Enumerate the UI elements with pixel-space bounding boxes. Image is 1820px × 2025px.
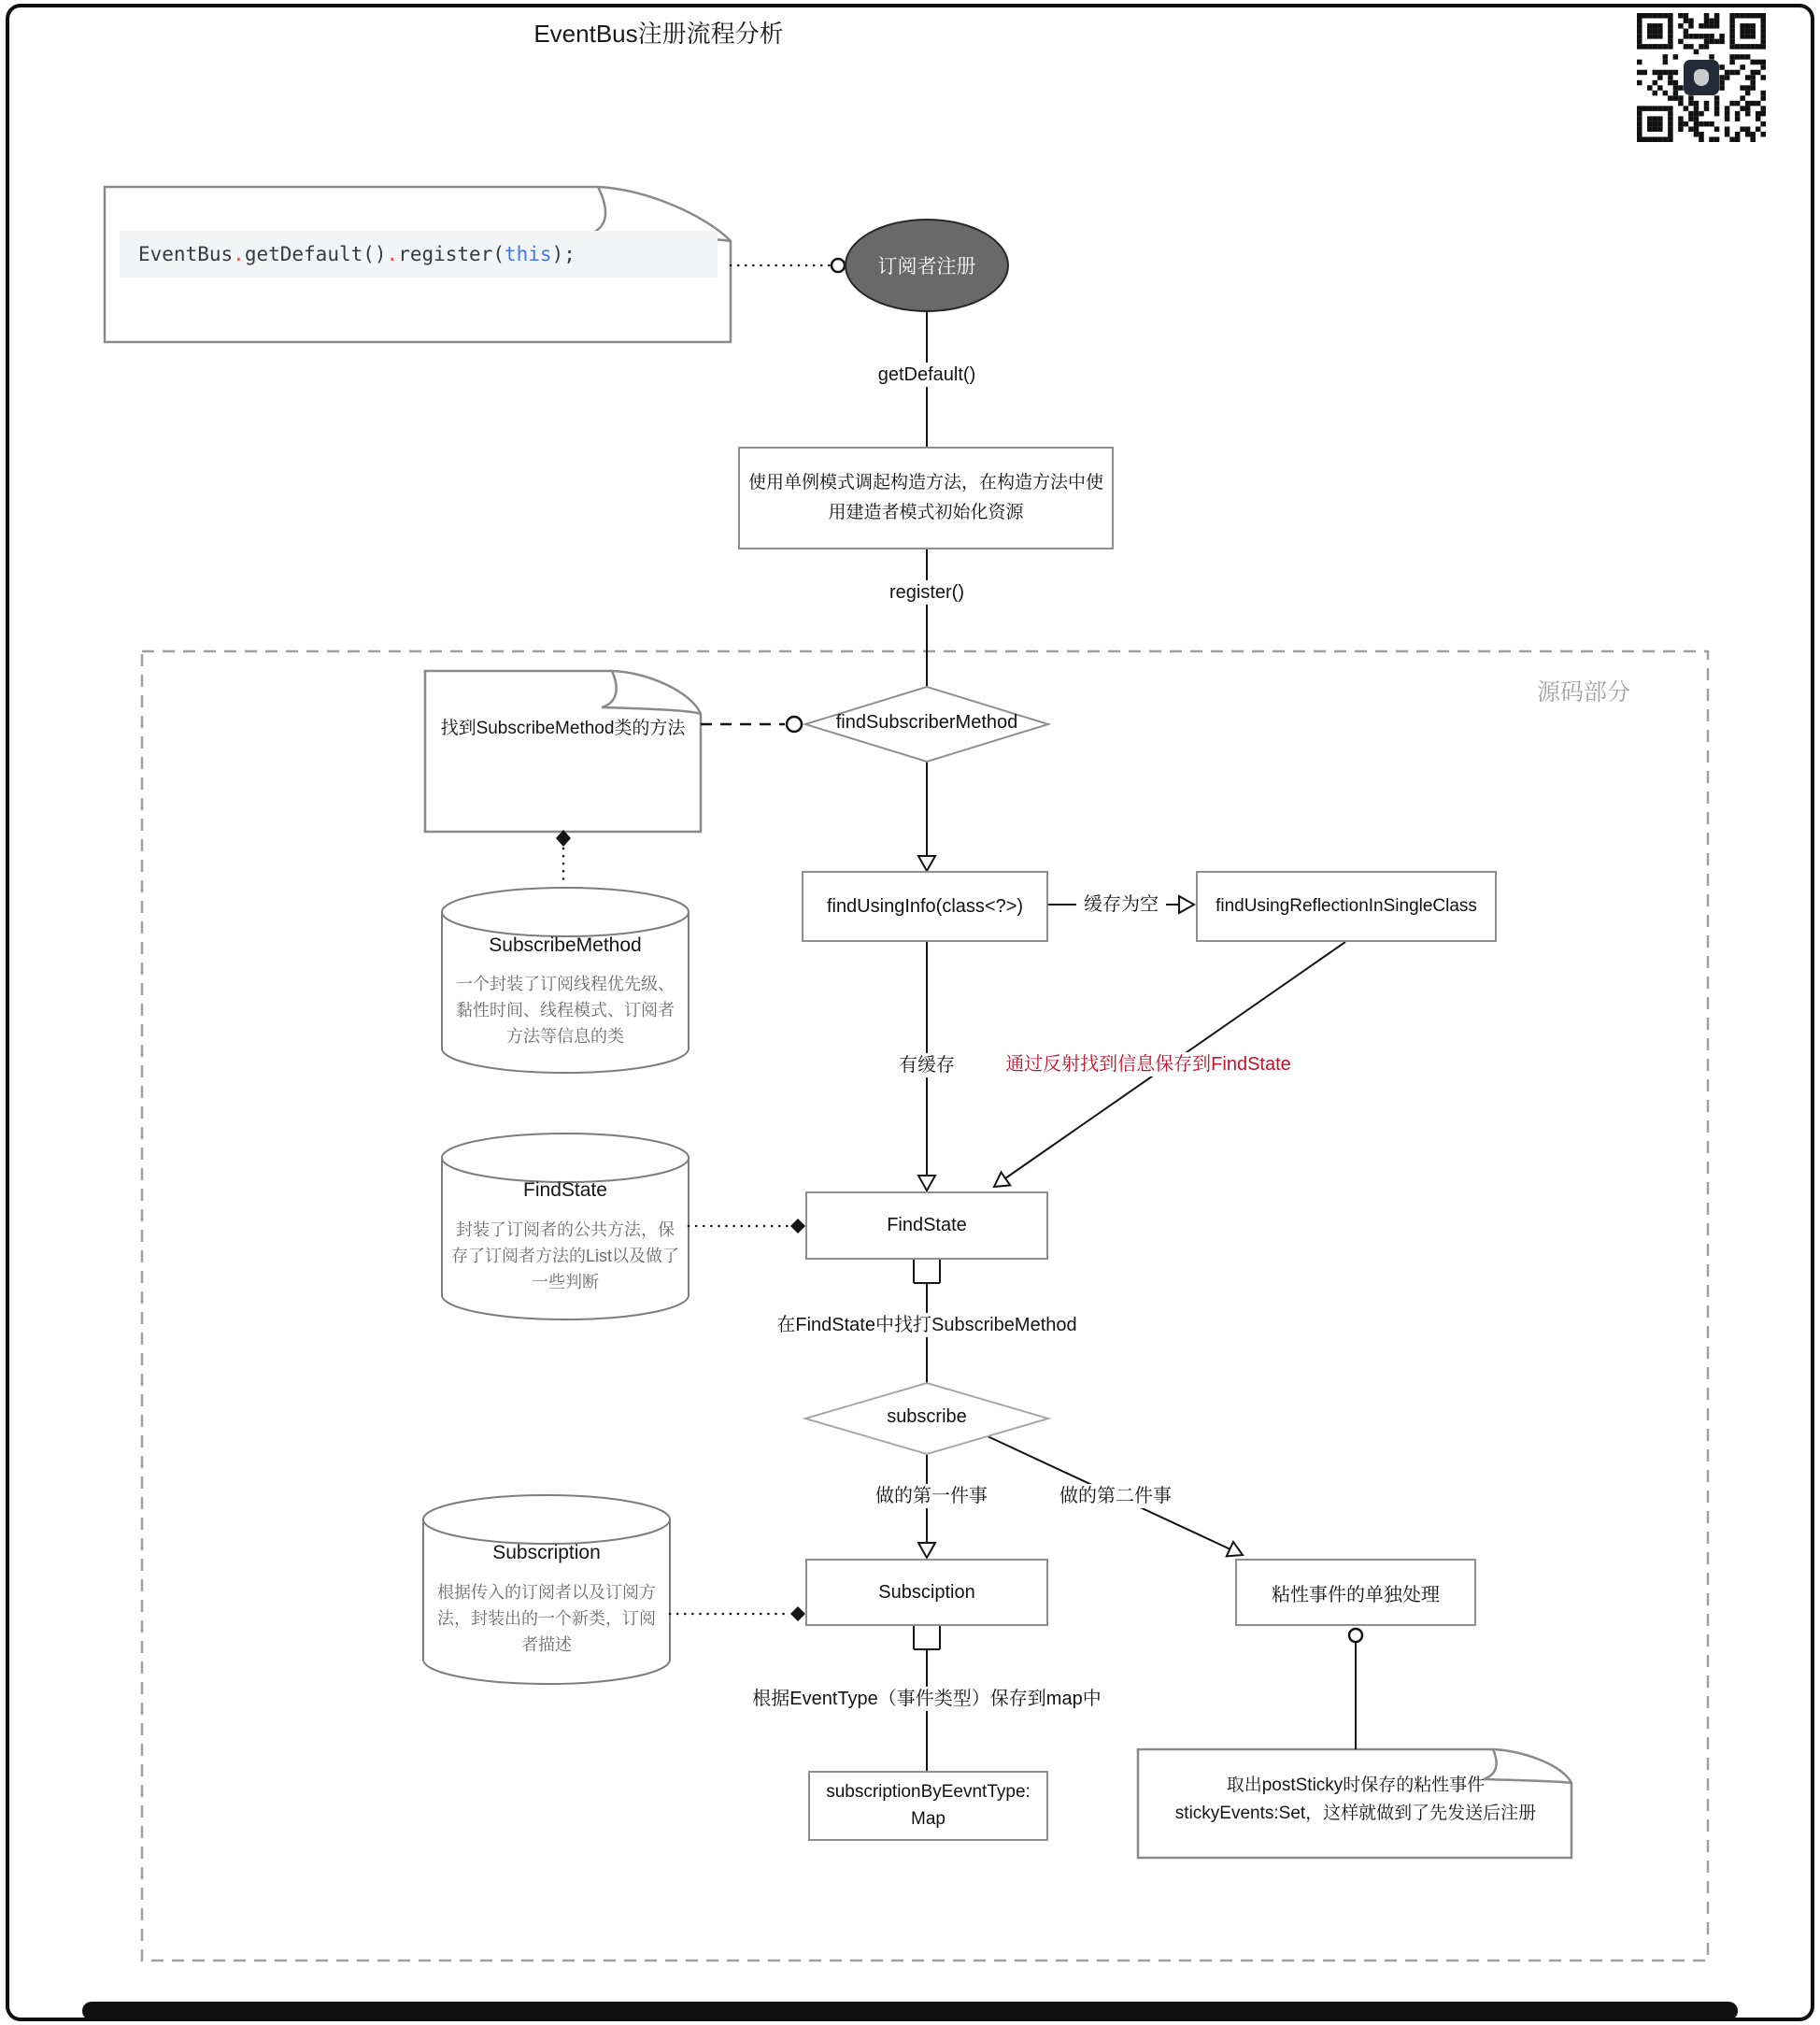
bottom-bar <box>82 2002 1738 2020</box>
code-token: . <box>386 243 399 265</box>
edge-label-cache-empty: 缓存为空 <box>1076 892 1166 917</box>
process-box-subsciption: Subsciption <box>805 1559 1048 1626</box>
note-sticky: 取出postSticky时保存的粘性事件stickyEvents:Set，这样就做到了先发送后注册 <box>1174 1775 1537 1824</box>
cylinder-desc-subscription: 根据传入的订阅者以及订阅方法，封装出的一个新类，订阅者描述 <box>437 1583 656 1654</box>
diamond-label-findsubscribermethod: findSubscriberMethod <box>835 712 1018 733</box>
process-box-findusinginfo: findUsingInfo(class<?>) <box>802 871 1048 942</box>
code-snippet <box>120 231 718 278</box>
avatar-mask-icon <box>1694 69 1709 86</box>
process-box-findstate: FindState <box>805 1191 1048 1260</box>
find-method-note-shape <box>425 671 701 832</box>
process-box-singleton: 使用单例模式调起构造方法，在构造方法中使用建造者模式初始化资源 <box>738 447 1114 549</box>
edge-label-getdefault: getDefault() <box>866 363 988 387</box>
process-box-sticky-handling: 粘性事件的单独处理 <box>1235 1559 1476 1626</box>
process-box-findusingreflection: findUsingReflectionInSingleClass <box>1196 871 1497 942</box>
code-token: ); <box>551 243 576 265</box>
edge-label-reflection-hint: 通过反射找到信息保存到FindState <box>988 1052 1308 1077</box>
process-box-subscription-map: subscriptionByEevntType:Map <box>808 1771 1048 1841</box>
qr-logo <box>1684 60 1719 95</box>
edge-label-find-in-findstate: 在FindState中找打SubscribeMethod <box>773 1313 1081 1337</box>
qr-code <box>1637 13 1766 142</box>
code-token-keyword: this <box>504 243 552 265</box>
note-find-method: 找到SubscribeMethod类的方法 <box>440 719 686 738</box>
edge-label-first-thing: 做的第一件事 <box>871 1484 992 1508</box>
edge-label-save-to-map: 根据EventType（事件类型）保存到map中 <box>731 1687 1123 1711</box>
cylinder-title-subscription: Subscription <box>492 1542 601 1563</box>
start-node-subscriber-register: 订阅者注册 <box>845 219 1009 312</box>
cylinder-title-findstate: FindState <box>523 1179 607 1201</box>
cylinder-desc-subscribemethod: 一个封装了订阅线程优先级、黏性时间、线程模式、订阅者方法等信息的类 <box>456 975 675 1046</box>
code-token: getDefault() <box>244 243 387 265</box>
edge-label-second-thing: 做的第二件事 <box>1054 1484 1177 1508</box>
code-token: register( <box>398 243 505 265</box>
page-title: EventBus注册流程分析 <box>533 20 784 48</box>
edge-label-register: register() <box>875 580 978 605</box>
diamond-label-subscribe: subscribe <box>887 1406 967 1427</box>
region-label: 源码部分 <box>1536 679 1630 706</box>
edge-label-has-cache: 有缓存 <box>889 1053 964 1077</box>
cylinder-title-subscribemethod: SubscribeMethod <box>489 934 642 956</box>
cylinder-desc-findstate: 封装了订阅者的公共方法，保存了订阅者方法的List以及做了一些判断 <box>451 1220 680 1291</box>
code-token: EventBus <box>138 243 234 265</box>
code-token: . <box>233 243 245 265</box>
